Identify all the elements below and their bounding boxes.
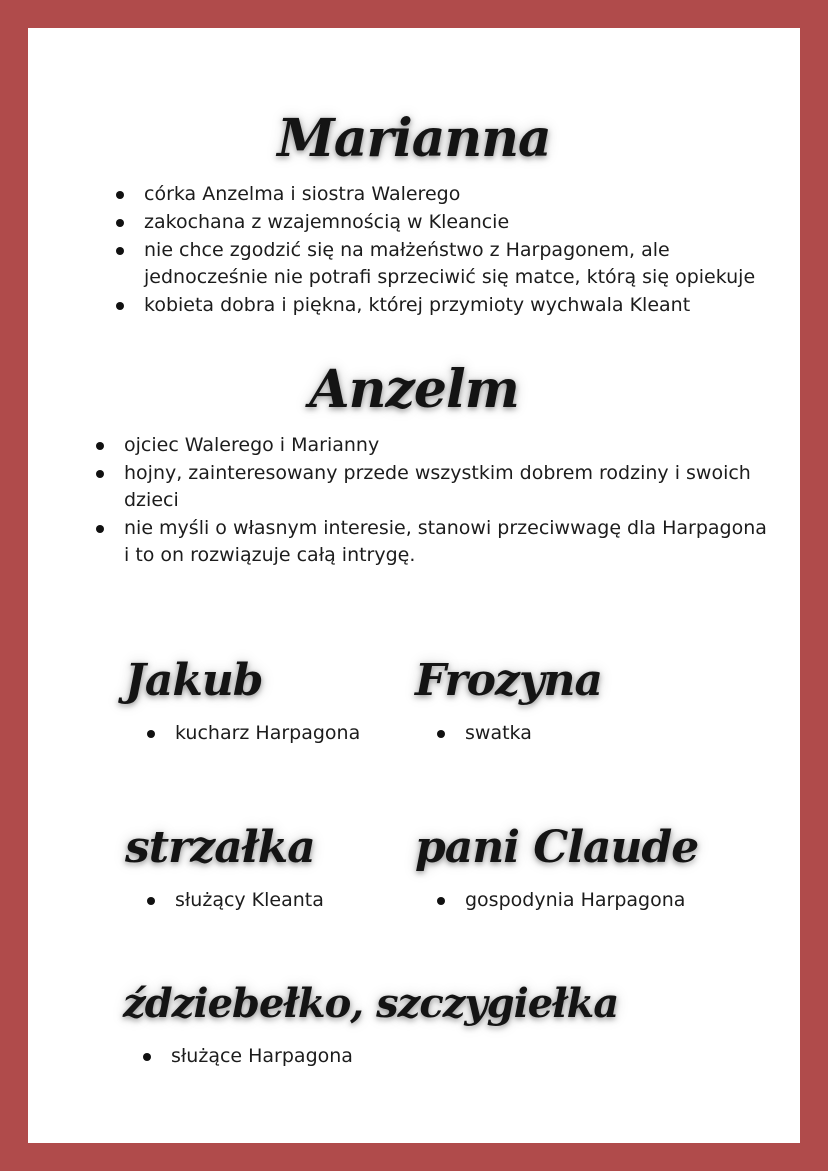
section-pani-claude: [415, 820, 800, 915]
bullet-dot-icon: [147, 730, 155, 738]
list-item: [108, 209, 768, 236]
bullet-dot-icon: [116, 191, 124, 199]
bullet-text: nie chce zgodzić się na małżeństwo z Harpagonem, ale jednocześnie nie potrafi sprzeciwić się matce, którą się opiekuje: [144, 239, 756, 288]
bullet-text: kucharz Harpagona: [175, 722, 361, 744]
bullet-list-marianna: [108, 181, 768, 319]
bullet-dot-icon: [116, 219, 124, 227]
bullet-dot-icon: [96, 525, 104, 533]
section-title-pani-claude: pani Claude: [415, 822, 699, 873]
bullet-dot-icon: [437, 730, 445, 738]
list-item: [108, 292, 768, 319]
bullet-dot-icon: [96, 442, 104, 450]
page-content: [28, 106, 800, 1171]
bullet-list-jakub: [139, 720, 415, 747]
bullet-text: służący Kleanta: [175, 889, 324, 911]
bullet-list-frozyna: [429, 720, 800, 747]
section-frozyna: [415, 653, 800, 748]
bullet-list-pani-claude: [429, 887, 800, 914]
list-item: [429, 887, 800, 914]
bullet-text: swatka: [465, 722, 532, 744]
bullet-text: nie myśli o własnym interesie, stanowi przeciwwagę dla Harpagona i to on rozwiązuje całą intrygę.: [124, 517, 767, 566]
list-item: [88, 432, 778, 459]
bullet-text: służące Harpagona: [171, 1045, 353, 1067]
section-anzelm: [28, 357, 800, 569]
section-title-jakub: Jakub: [125, 655, 263, 706]
bullet-dot-icon: [143, 1053, 151, 1061]
bullet-dot-icon: [437, 897, 445, 905]
section-marianna: [28, 106, 800, 319]
list-item: [108, 237, 768, 291]
bullet-list-anzelm: [88, 432, 778, 569]
bullet-text: córka Anzelma i siostra Walerego: [144, 183, 461, 205]
list-item: [429, 720, 800, 747]
bullet-text: ojciec Walerego i Marianny: [124, 434, 380, 456]
list-item: [88, 515, 778, 569]
bullet-dot-icon: [116, 302, 124, 310]
section-title-anzelm: Anzelm: [309, 359, 519, 420]
list-item: [135, 1043, 800, 1070]
list-item: [139, 720, 415, 747]
section-title-marianna: Marianna: [277, 108, 551, 169]
bullet-dot-icon: [147, 897, 155, 905]
list-item: [108, 181, 768, 208]
section-title-strzalka: strzałka: [125, 822, 315, 873]
bullet-text: zakochana z wzajemnością w Kleancie: [144, 211, 510, 233]
section-zdziebelko-szczygielka: [123, 979, 800, 1070]
section-jakub: [125, 653, 415, 748]
bullet-list-strzalka: [139, 887, 415, 914]
section-title-frozyna: Frozyna: [415, 655, 603, 706]
list-item: [139, 887, 415, 914]
bullet-dot-icon: [96, 470, 104, 478]
section-title-zdziebelko-szczygielka: ździebełko, szczygiełka: [123, 980, 619, 1027]
bullet-text: kobieta dobra i piękna, której przymioty wychwala Kleant: [144, 294, 691, 316]
row-jakub-frozyna: [28, 653, 800, 748]
bullet-dot-icon: [116, 247, 124, 255]
section-strzalka: [125, 820, 415, 915]
list-item: [88, 460, 778, 514]
bullet-text: hojny, zainteresowany przede wszystkim dobrem rodziny i swoich dzieci: [124, 462, 751, 511]
bullet-list-zdziebelko-szczygielka: [135, 1043, 800, 1070]
row-strzalka-pani-claude: [28, 820, 800, 915]
bullet-text: gospodynia Harpagona: [465, 889, 686, 911]
